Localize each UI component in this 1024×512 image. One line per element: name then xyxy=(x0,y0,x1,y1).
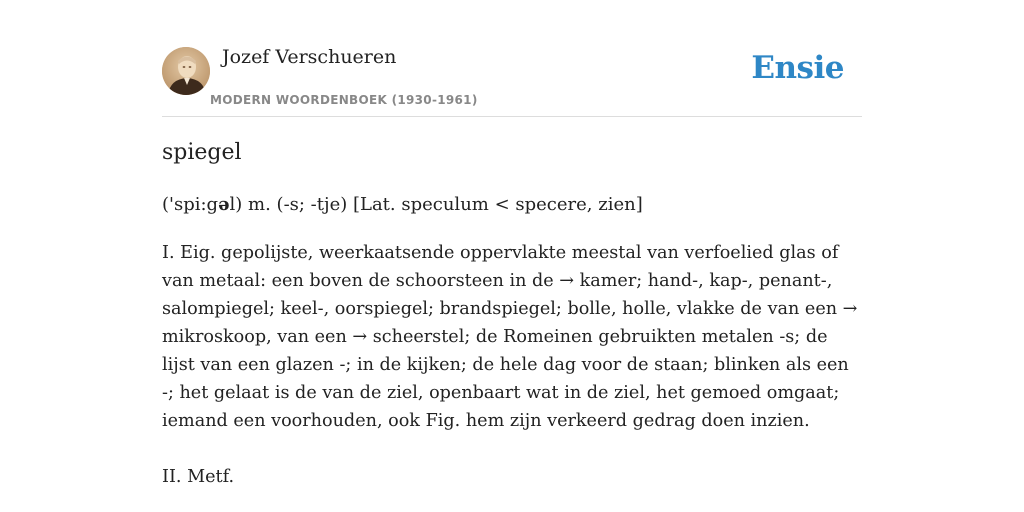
header xyxy=(162,44,862,117)
author-name[interactable]: Jozef Verschueren xyxy=(222,46,397,68)
definition-sense-1: I. Eig. gepolijste, weerkaatsende oppervlakte meestal van verfoelied glas of van metaal: een boven de schoorsteen in de → kamer; hand-, kap-, penant-, salompiegel; keel-, oorspiegel; brandspiegel; bolle, holle, vlakke de van een → mikroskoop, van een → scheerstel; de Romeinen gebruikten metalen -s; de lijst van een glazen -; in de kijken; de hele dag voor de staan; blinken als een -; het gelaat is de van de ziel, openbaart wat in de ziel, het gemoed omgaat; iemand een voorhouden, ook Fig. hem zijn verkeerd gedrag doen inzien. xyxy=(162,243,858,431)
brand-logo[interactable]: Ensie xyxy=(751,50,844,86)
pronunciation-open: ('spi:g xyxy=(162,194,219,215)
entry-body xyxy=(162,239,862,491)
pronunciation-schwa: ə xyxy=(218,194,230,215)
pronunciation-close: l) m. (-s; -tje) [Lat. speculum < specere, zien] xyxy=(229,194,643,215)
entry-title: spiegel xyxy=(162,140,242,165)
source-label[interactable]: MODERN WOORDENBOEK (1930-1961) xyxy=(210,93,478,107)
author-avatar[interactable] xyxy=(162,47,210,95)
entry-pronunciation xyxy=(162,194,643,215)
definition-sense-2: II. Metf. xyxy=(162,467,235,487)
